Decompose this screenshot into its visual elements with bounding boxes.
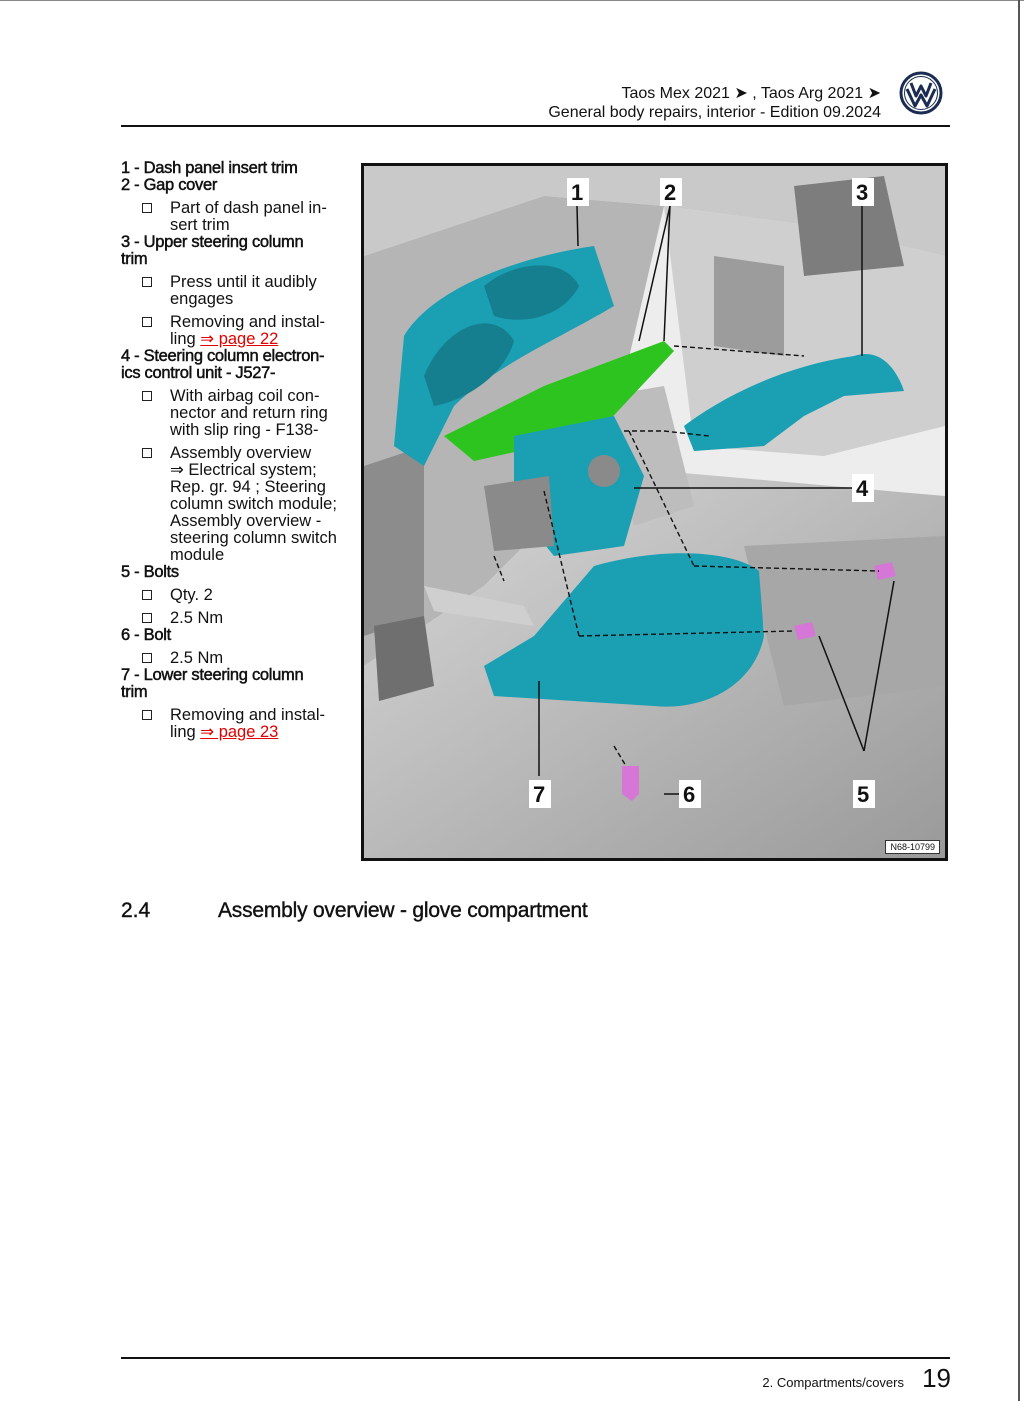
checkbox-icon	[142, 590, 152, 600]
section-number: 2.4	[121, 899, 151, 922]
callout-7: 7	[533, 782, 546, 807]
checkbox-icon	[142, 277, 152, 287]
list-item	[121, 348, 353, 564]
part-note: Assembly overview ⇒ Electrical system; Rep. gr. 94 ; Steering column switch module; Assembly overview - steering column switch module	[121, 445, 353, 564]
part-note: Press until it audibly engages	[121, 274, 353, 308]
checkbox-icon	[142, 613, 152, 623]
callout-3: 3	[856, 180, 869, 205]
footer-section: 2. Compartments/covers	[762, 1375, 904, 1390]
part-note: Removing and instal- ling ⇒ page 23	[121, 707, 353, 741]
list-item	[121, 667, 353, 741]
callout-2: 2	[664, 180, 677, 205]
vw-logo-icon	[899, 71, 943, 115]
list-item	[121, 564, 353, 627]
checkbox-icon	[142, 448, 152, 458]
part-note: Part of dash panel in- sert trim	[121, 200, 353, 234]
part-note: Qty. 2	[121, 587, 353, 604]
part-title: 5 - Bolts	[121, 563, 179, 581]
part-title: 1 - Dash panel insert trim	[121, 159, 298, 177]
part-title: 2 - Gap cover	[121, 176, 218, 194]
steering-column-drawing	[364, 166, 945, 858]
checkbox-icon	[142, 653, 152, 663]
header-models: Taos Mex 2021 ➤ , Taos Arg 2021 ➤	[621, 85, 881, 102]
section-title: Assembly overview - glove compartment	[218, 899, 588, 922]
part-title: 4 - Steering column electron- ics control unit - J527-	[121, 347, 325, 382]
figure-code: N68-10799	[885, 840, 940, 854]
page-22-link[interactable]: ⇒ page 22	[200, 330, 279, 348]
parts-list	[121, 160, 353, 741]
page-23-link[interactable]: ⇒ page 23	[200, 723, 279, 741]
footer-rule	[121, 1357, 950, 1359]
checkbox-icon	[142, 391, 152, 401]
checkbox-icon	[142, 203, 152, 213]
header-subtitle: General body repairs, interior - Edition 09.2024	[548, 104, 881, 121]
checkbox-icon	[142, 317, 152, 327]
part-title: 3 - Upper steering column trim	[121, 233, 304, 268]
part-note: With airbag coil con- nector and return ring with slip ring - F138-	[121, 388, 353, 439]
part-note: Removing and instal- ling ⇒ page 22	[121, 314, 353, 348]
page-right-edge	[1018, 0, 1020, 1401]
list-item	[121, 627, 353, 667]
page-number: 19	[922, 1363, 951, 1393]
callout-5: 5	[857, 782, 870, 807]
list-item	[121, 234, 353, 348]
checkbox-icon	[142, 710, 152, 720]
header-rule	[121, 125, 950, 127]
part-title: 7 - Lower steering column trim	[121, 666, 304, 701]
exploded-view-figure	[361, 163, 948, 861]
list-item	[121, 160, 353, 177]
page-top-edge	[0, 0, 1024, 1]
part-note: 2.5 Nm	[121, 610, 353, 627]
part-title: 6 - Bolt	[121, 626, 171, 644]
callout-6: 6	[683, 782, 696, 807]
callout-1: 1	[571, 180, 584, 205]
list-item	[121, 177, 353, 234]
callout-4: 4	[856, 476, 869, 501]
part-note: 2.5 Nm	[121, 650, 353, 667]
